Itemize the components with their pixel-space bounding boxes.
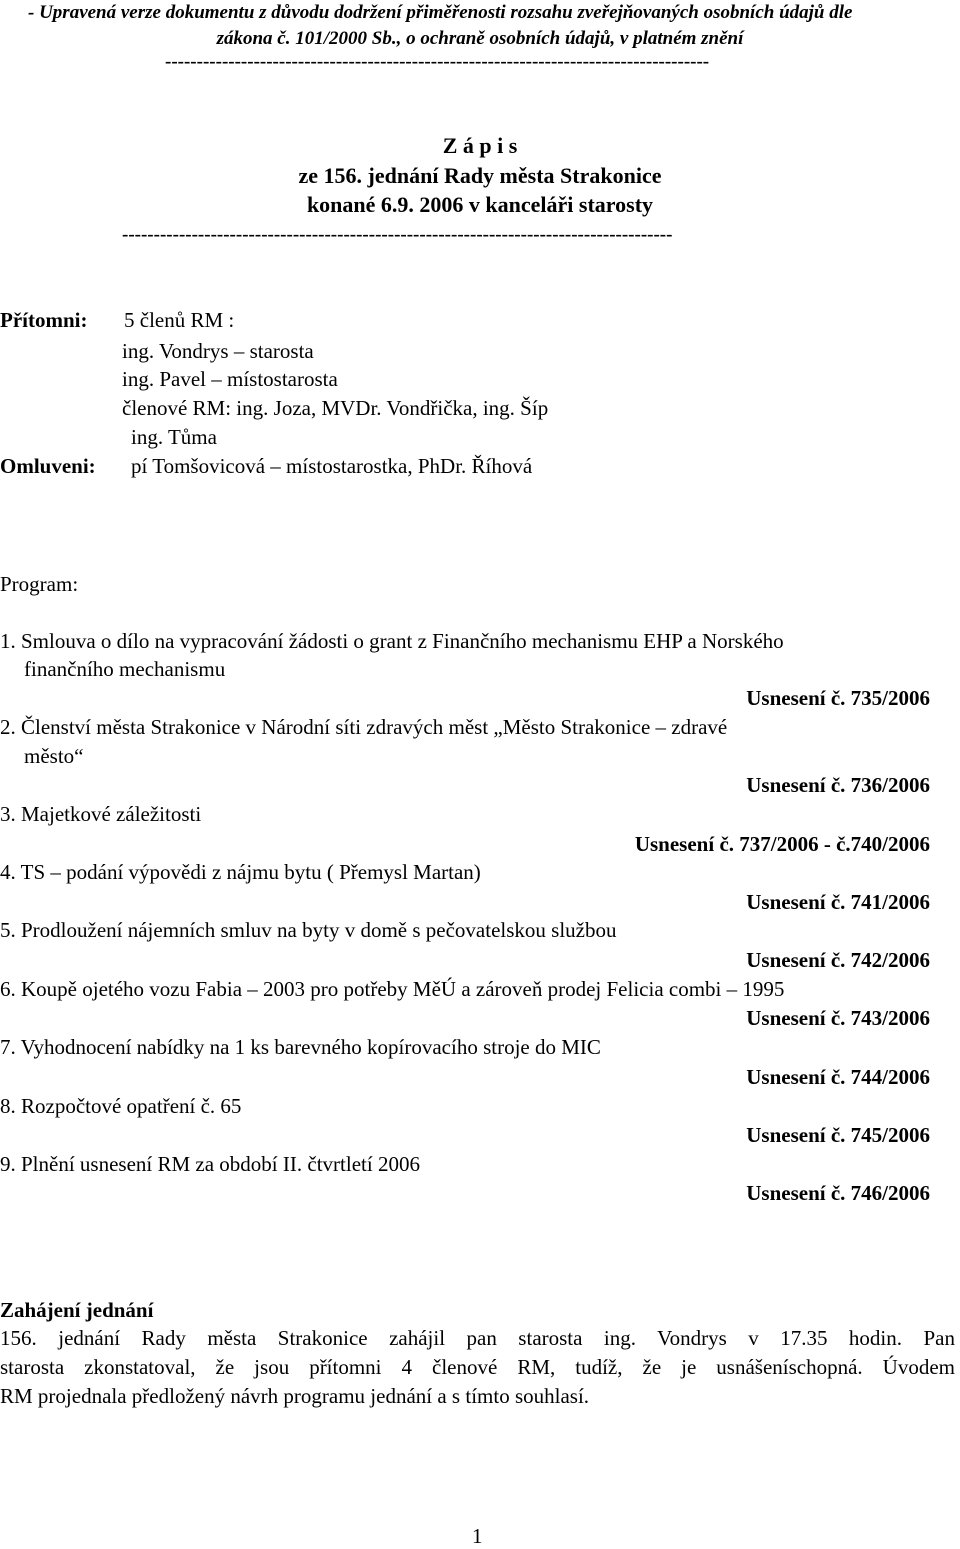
member-line: ing. Tůma [131, 425, 217, 449]
document-subtitle: ze 156. jednání Rady města Strakonice [298, 163, 662, 188]
resolution-number: Usnesení č. 735/2006 [746, 686, 930, 710]
title-divider: --------------------------------------------------------------------------------------- [122, 224, 673, 245]
meeting-date-line: konané 6.9. 2006 v kanceláři starosty [306, 192, 654, 217]
opening-paragraph-line: 156. jednání Rady města Strakonice zahájil pan starosta ing. Vondrys v 17.35 hodin. Pan [0, 1326, 955, 1350]
program-label: Program: [0, 572, 79, 596]
resolution-number: Usnesení č. 736/2006 [746, 773, 930, 797]
member-line: ing. Pavel – místostarosta [122, 367, 338, 391]
opening-paragraph-line: RM projednala předložený návrh programu jednání a s tímto souhlasí. [0, 1384, 590, 1408]
program-item: 3. Majetkové záležitosti [0, 802, 202, 826]
program-item: 1. Smlouva o dílo na vypracování žádosti o grant z Finančního mechanismu EHP a Norského [0, 629, 784, 653]
excused-label: Omluveni: [0, 454, 96, 478]
document-title: Z á p i s [442, 133, 518, 158]
program-item: 4. TS – podání výpovědi z nájmu bytu ( Přemysl Martan) [0, 860, 481, 884]
resolution-number: Usnesení č. 743/2006 [746, 1006, 930, 1030]
resolution-number: Usnesení č. 742/2006 [746, 948, 930, 972]
member-line: členové RM: ing. Joza, MVDr. Vondřička, ing. Šíp [122, 396, 549, 420]
opening-paragraph-line: starosta zkonstatoval, že jsou přítomni 4 členové RM, tudíž, že je usnášeníschopná. Úvodem [0, 1355, 955, 1379]
program-item-continuation: finančního mechanismu [24, 657, 226, 681]
present-count: 5 členů RM : [124, 308, 235, 332]
resolution-number: Usnesení č. 746/2006 [746, 1181, 930, 1205]
page-number: 1 [472, 1524, 483, 1548]
privacy-notice-line-2: zákona č. 101/2000 Sb., o ochraně osobních údajů, v platném znění [216, 28, 744, 49]
resolution-number: Usnesení č. 744/2006 [746, 1065, 930, 1089]
program-item: 2. Členství města Strakonice v Národní síti zdravých měst „Město Strakonice – zdravé [0, 715, 728, 739]
member-line: ing. Vondrys – starosta [122, 339, 314, 363]
present-label: Přítomni: [0, 308, 88, 332]
privacy-notice-line-1: - Upravená verze dokumentu z důvodu dodržení přiměřenosti rozsahu zveřejňovaných osobních údajů dle [28, 2, 853, 23]
notice-divider: -------------------------------------------------------------------------------------- [165, 51, 710, 72]
opening-heading: Zahájení jednání [0, 1298, 154, 1322]
program-item-continuation: město“ [24, 744, 84, 768]
program-item: 9. Plnění usnesení RM za období II. čtvrtletí 2006 [0, 1152, 420, 1176]
program-item: 6. Koupě ojetého vozu Fabia – 2003 pro potřeby MěÚ a zároveň prodej Felicia combi – 1995 [0, 977, 785, 1001]
resolution-number: Usnesení č. 741/2006 [746, 890, 930, 914]
resolution-number: Usnesení č. 737/2006 - č.740/2006 [634, 832, 930, 856]
program-item: 7. Vyhodnocení nabídky na 1 ks barevného kopírovacího stroje do MIC [0, 1035, 601, 1059]
program-item: 8. Rozpočtové opatření č. 65 [0, 1094, 242, 1118]
resolution-number: Usnesení č. 745/2006 [746, 1123, 930, 1147]
excused-list: pí Tomšovicová – místostarostka, PhDr. Říhová [131, 454, 533, 478]
program-item: 5. Prodloužení nájemních smluv na byty v domě s pečovatelskou službou [0, 918, 617, 942]
